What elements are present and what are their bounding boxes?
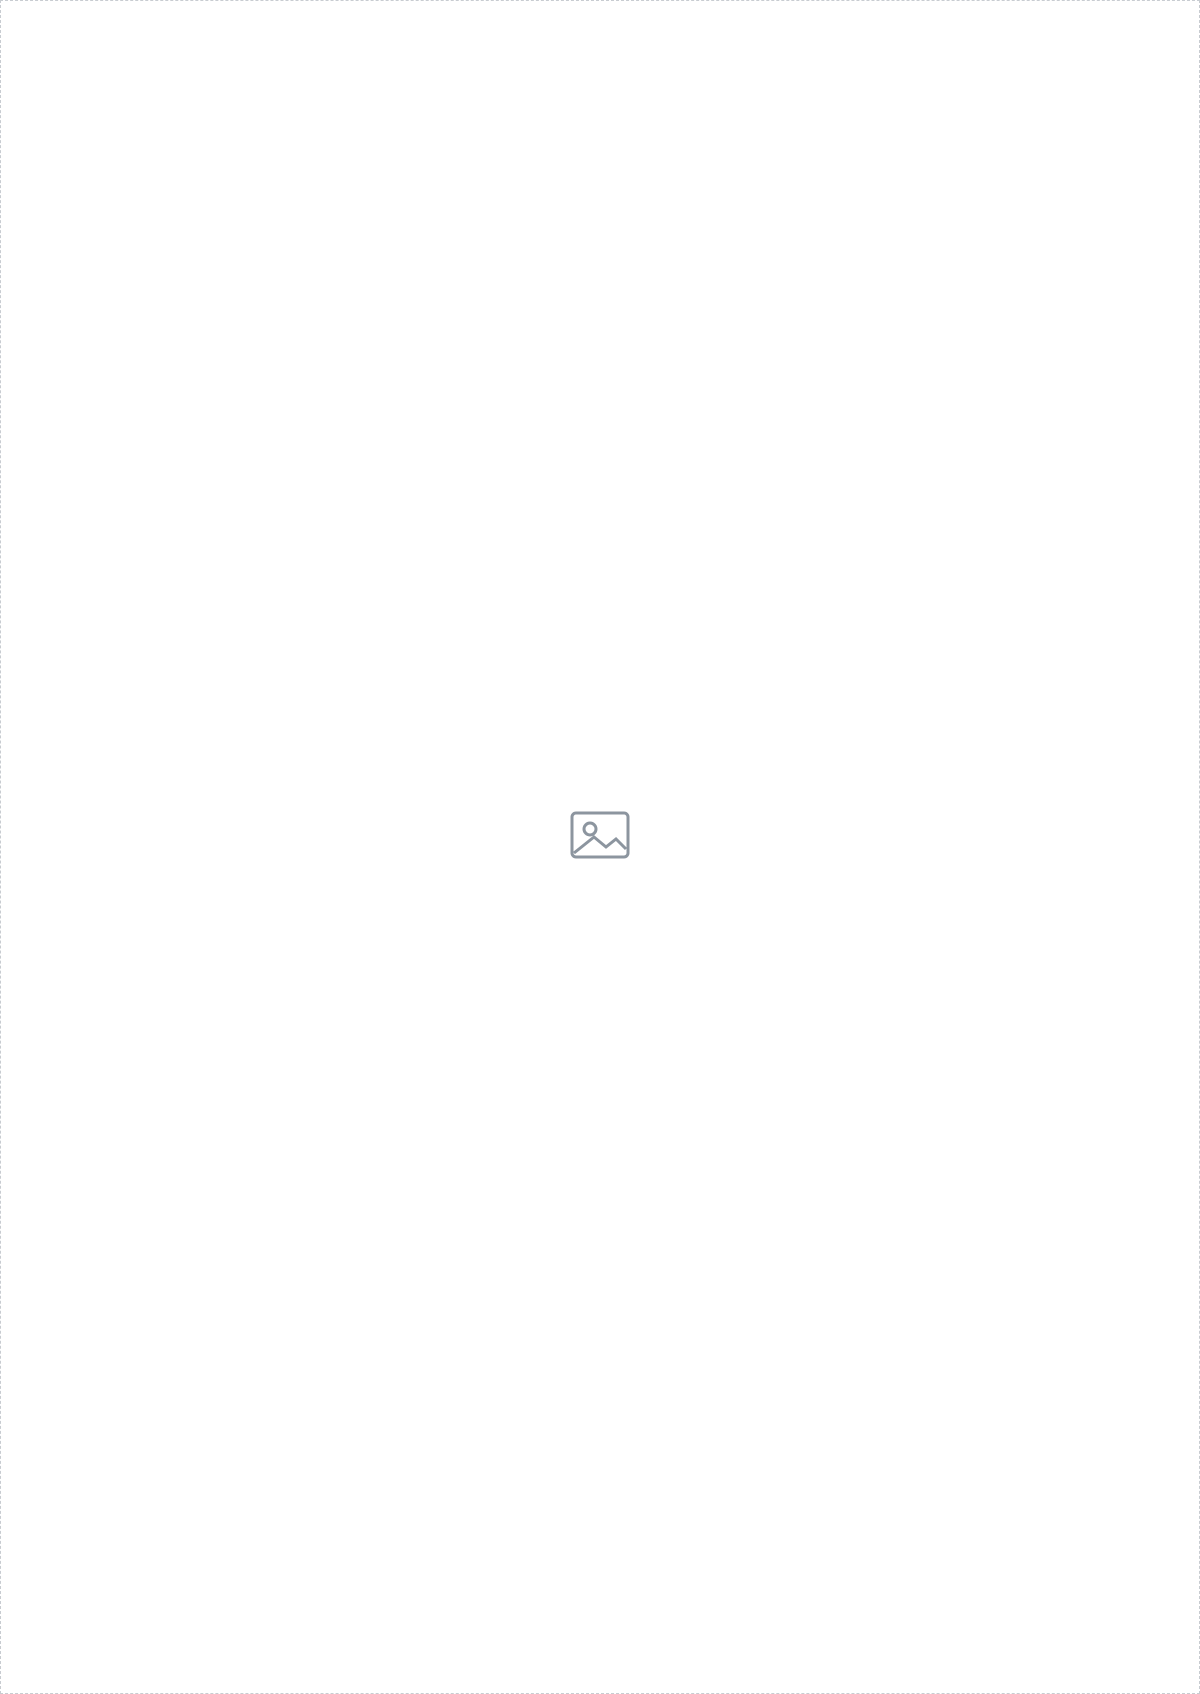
empty-state [532,767,668,927]
image-icon [564,799,636,871]
